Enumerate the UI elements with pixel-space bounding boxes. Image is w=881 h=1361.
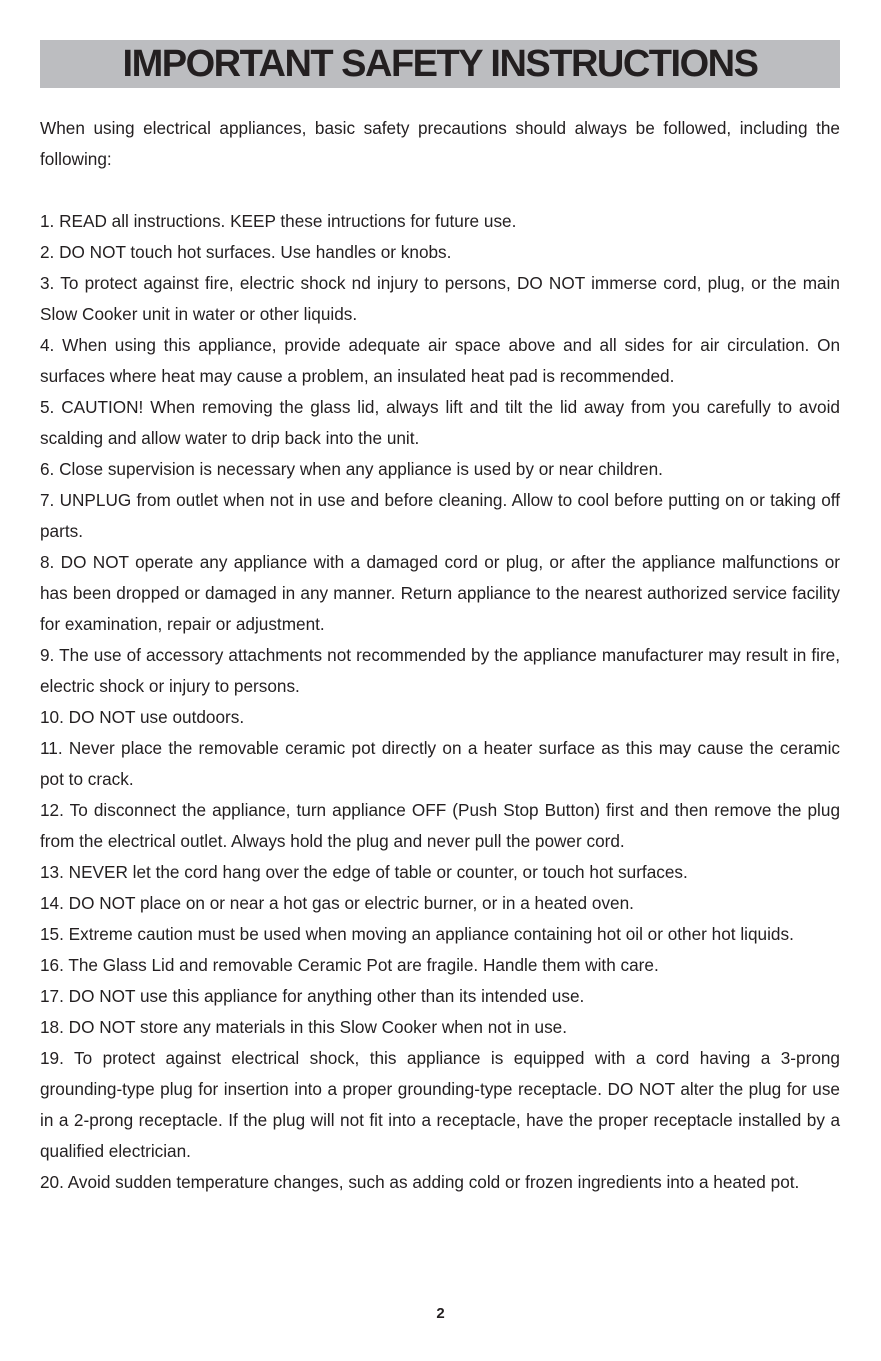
instruction-item: 2. DO NOT touch hot surfaces. Use handles or knobs. — [40, 242, 452, 262]
instruction-item: 8. DO NOT operate any appliance with a damaged cord or plug, or after the appliance malfunctions or has been dropped or damaged in any manner. Return appliance to the nearest authorized service facility for examination, repair or adjustment. — [40, 552, 840, 634]
instruction-item: 10. DO NOT use outdoors. — [40, 707, 245, 727]
instructions-body — [40, 113, 840, 1198]
instruction-item: 5. CAUTION! When removing the glass lid, always lift and tilt the lid away from you carefully to avoid scalding and allow water to drip back into the unit. — [40, 397, 840, 448]
instruction-item: 13. NEVER let the cord hang over the edge of table or counter, or touch hot surfaces. — [40, 862, 688, 882]
instruction-item: 19. To protect against electrical shock, this appliance is equipped with a cord having a 3-prong grounding-type plug for insertion into a proper grounding-type receptacle. DO NOT alter the plug for use in a 2-prong receptacle. If the plug will not fit into a receptacle, have the proper receptacle installed by a qualified electrician. — [40, 1048, 840, 1161]
instruction-item: 11. Never place the removable ceramic pot directly on a heater surface as this may cause the ceramic pot to crack. — [40, 738, 840, 789]
instruction-item: 20. Avoid sudden temperature changes, such as adding cold or frozen ingredients into a heated pot. — [40, 1172, 800, 1192]
intro-paragraph: When using electrical appliances, basic safety precautions should always be followed, including the following: — [40, 118, 840, 169]
instruction-item: 14. DO NOT place on or near a hot gas or electric burner, or in a heated oven. — [40, 893, 634, 913]
instruction-item: 1. READ all instructions. KEEP these intructions for future use. — [40, 211, 517, 231]
instruction-item: 6. Close supervision is necessary when any appliance is used by or near children. — [40, 459, 663, 479]
instruction-item: 18. DO NOT store any materials in this Slow Cooker when not in use. — [40, 1017, 567, 1037]
instruction-item: 15. Extreme caution must be used when moving an appliance containing hot oil or other hot liquids. — [40, 924, 794, 944]
instruction-item: 12. To disconnect the appliance, turn appliance OFF (Push Stop Button) first and then remove the plug from the electrical outlet. Always hold the plug and never pull the power cord. — [40, 800, 840, 851]
instruction-item: 16. The Glass Lid and removable Ceramic Pot are fragile. Handle them with care. — [40, 955, 659, 975]
instruction-item: 3. To protect against fire, electric shock nd injury to persons, DO NOT immerse cord, plug, or the main Slow Cooker unit in water or other liquids. — [40, 273, 840, 324]
page-title: IMPORTANT SAFETY INSTRUCTIONS — [122, 43, 758, 85]
instruction-item: 7. UNPLUG from outlet when not in use and before cleaning. Allow to cool before putting on or taking off parts. — [40, 490, 840, 541]
instruction-item: 17. DO NOT use this appliance for anything other than its intended use. — [40, 986, 585, 1006]
page-number: 2 — [436, 1305, 445, 1322]
instruction-item: 9. The use of accessory attachments not recommended by the appliance manufacturer may result in fire, electric shock or injury to persons. — [40, 645, 840, 696]
title-banner — [40, 40, 840, 88]
instruction-item: 4. When using this appliance, provide adequate air space above and all sides for air circulation. On surfaces where heat may cause a problem, an insulated heat pad is recommended. — [40, 335, 840, 386]
